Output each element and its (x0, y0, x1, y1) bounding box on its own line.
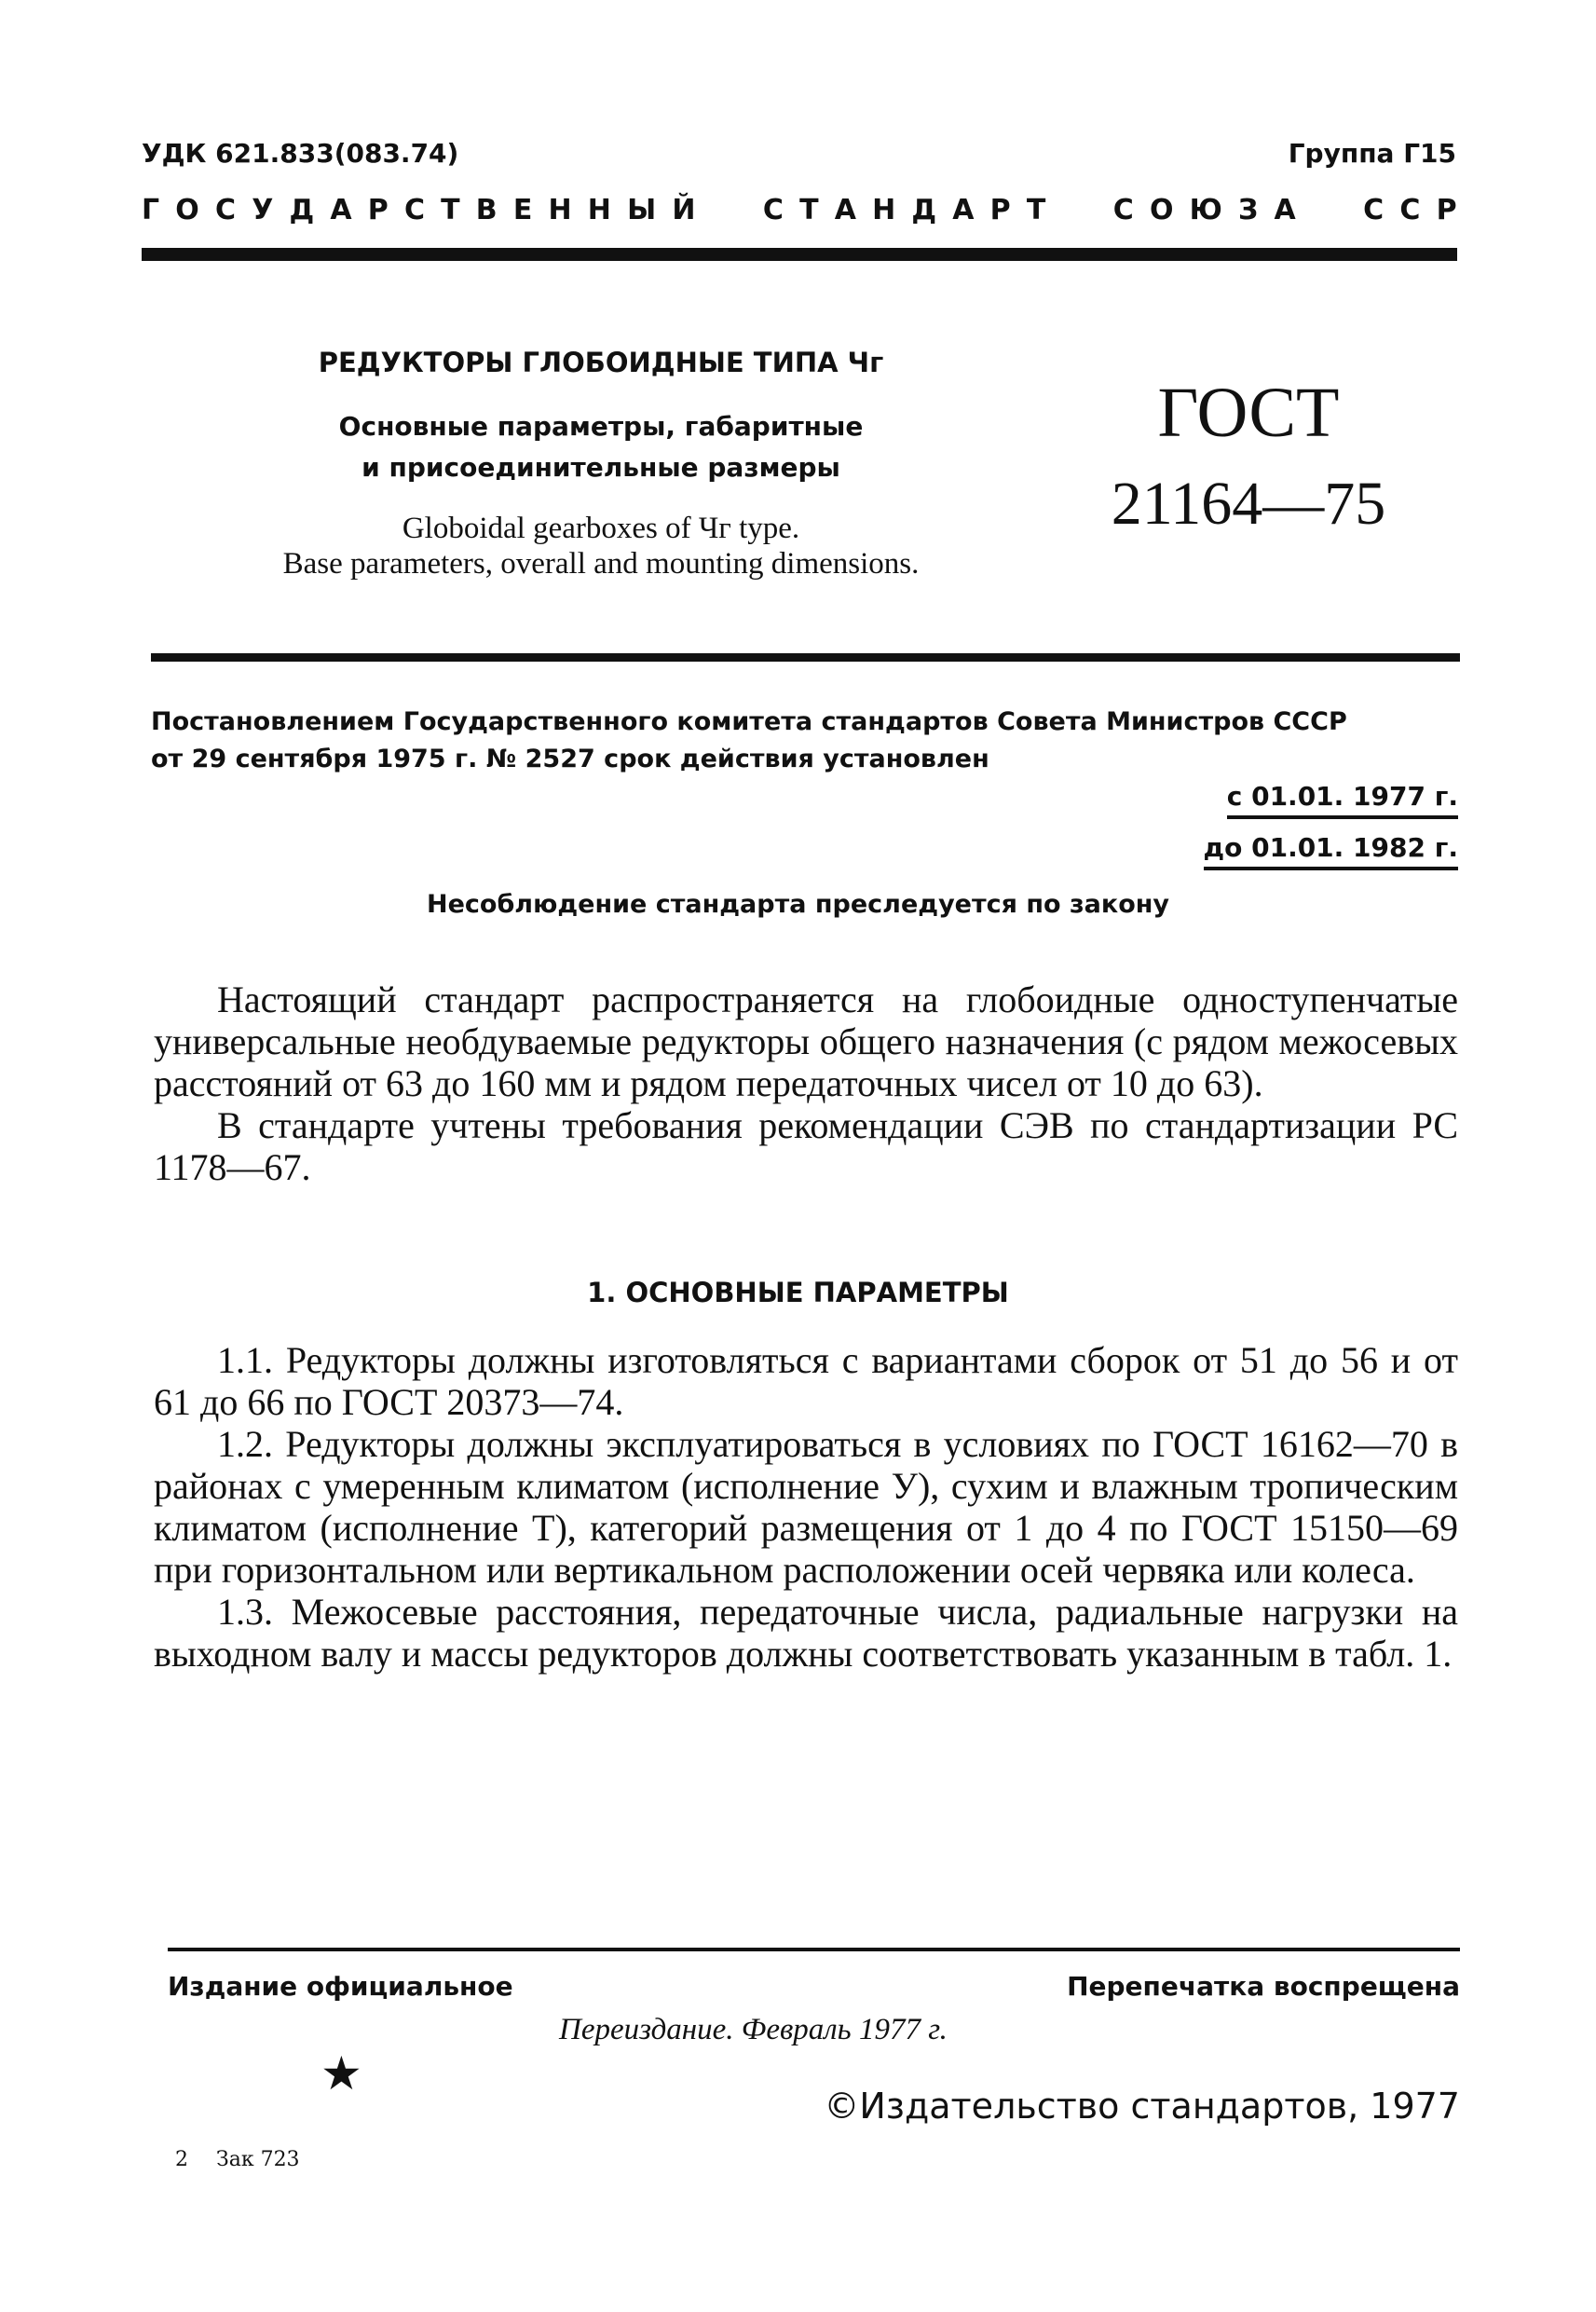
reprint-notice: Перепечатка воспрещена (1067, 1971, 1460, 2002)
english-title (186, 511, 1016, 581)
gost-designation (1081, 371, 1416, 546)
banner-letter: С (214, 194, 237, 226)
order-number: Зак 723 (216, 2148, 300, 2171)
banner-letter: О (175, 194, 199, 226)
state-standard-banner (142, 194, 1457, 226)
reedition-note: Переиздание. Февраль 1977 г. (559, 2013, 948, 2046)
document-subtitle (186, 406, 1016, 488)
decree-line-1: Постановлением Государственного комитета стандартов Совета Министров СССР (151, 707, 1347, 736)
banner-letter: С (1112, 194, 1134, 226)
banner-gap (712, 194, 721, 226)
banner-letter: Д (911, 194, 937, 226)
page-number: 2 (175, 2148, 188, 2171)
header-divider (142, 248, 1457, 261)
banner-letter: У (252, 194, 274, 226)
banner-letter: Й (672, 194, 696, 226)
udk-code: УДК 621.833(083.74) (142, 138, 459, 169)
banner-letter: В (475, 194, 498, 226)
introduction (154, 978, 1458, 1188)
banner-letter: Н (548, 194, 572, 226)
publisher-copyright: ©Издательство стандартов, 1977 (824, 2086, 1460, 2127)
banner-gap (1087, 194, 1097, 226)
banner-letter: Т (799, 194, 819, 226)
footer-divider (168, 1948, 1460, 1951)
banner-letter: С (762, 194, 784, 226)
banner-letter: А (330, 194, 352, 226)
banner-letter: Т (441, 194, 460, 226)
gost-label: ГОСТ (1157, 374, 1340, 452)
title-divider (151, 653, 1460, 662)
banner-letter: С (403, 194, 425, 226)
decree-line-2: от 29 сентября 1975 г. № 2527 срок действия установлен (151, 745, 989, 773)
banner-gap (1312, 194, 1321, 226)
banner-gap (1061, 194, 1071, 226)
banner-letter: С (1399, 194, 1421, 226)
banner-letter: Р (989, 194, 1011, 226)
banner-letter: Ы (627, 194, 657, 226)
banner-letter: А (952, 194, 975, 226)
clause-1-1: 1.1. Редукторы должны изготовляться с вариантами сборок от 51 до 56 и от 61 до 66 по ГОСТ 20373—74. (154, 1339, 1458, 1423)
banner-gap (1338, 194, 1347, 226)
banner-letter: З (1238, 194, 1259, 226)
valid-to-date: до 01.01. 1982 г. (1204, 832, 1459, 870)
decree-text (151, 704, 1474, 778)
banner-letter: О (1149, 194, 1174, 226)
intro-paragraph-1: Настоящий стандарт распространяется на глобоидные одноступенчатые универсальные необдуваемые редукторы общего назначения (с рядом межосевых расстояний от 63 до 160 мм и рядом передаточных чисел от 10 до 63). (154, 978, 1458, 1104)
banner-gap (737, 194, 746, 226)
print-order (175, 2148, 328, 2171)
intro-paragraph-2: В стандарте учтены требования рекомендации СЭВ по стандартизации РС 1178—67. (154, 1104, 1458, 1188)
title-block (186, 347, 1016, 581)
group-code: Группа Г15 (1288, 138, 1456, 169)
banner-letter: Н (587, 194, 611, 226)
banner-letter: А (834, 194, 856, 226)
star-icon: ★ (321, 2047, 362, 2100)
valid-from-date: с 01.01. 1977 г. (1227, 781, 1458, 819)
english-title-line-1: Globoidal gearboxes of Чг type. (402, 512, 800, 545)
subtitle-line-1: Основные параметры, габаритные (338, 411, 864, 442)
banner-letter: Ю (1189, 194, 1222, 226)
legal-warning: Несоблюдение стандарта преследуется по закону (426, 890, 1170, 919)
banner-letter: Р (1436, 194, 1457, 226)
banner-letter: Н (872, 194, 896, 226)
document-title: РЕДУКТОРЫ ГЛОБОИДНЫЕ ТИПА Чг (318, 347, 884, 378)
subtitle-line-2: и присоединительные размеры (361, 452, 840, 483)
english-title-line-2: Base parameters, overall and mounting dimensions. (282, 547, 920, 581)
banner-letter: Д (289, 194, 315, 226)
banner-letter: А (1274, 194, 1296, 226)
gost-number: 21164—75 (1111, 470, 1386, 538)
clause-1-3: 1.3. Межосевые расстояния, передаточные числа, радиальные нагрузки на выходном валу и массы редукторов должны соответствовать указанным в табл. 1. (154, 1591, 1458, 1675)
clause-1-2: 1.2. Редукторы должны эксплуатироваться в условиях по ГОСТ 16162—70 в районах с умеренным климатом (исполнение У), сухим и влажным тропическим климатом (исполнение Т), категорий размещения от 1 до 4 по ГОСТ 15150—69 при горизонтальном или вертикальном расположении осей червяка или колеса. (154, 1423, 1458, 1591)
official-edition-label: Издание официальное (168, 1971, 513, 2002)
banner-letter: Р (367, 194, 389, 226)
banner-letter: Т (1026, 194, 1046, 226)
section-body (154, 1339, 1458, 1675)
banner-letter: С (1363, 194, 1385, 226)
banner-letter: Е (512, 194, 533, 226)
validity-dates (1204, 781, 1459, 883)
section-heading: 1. ОСНОВНЫЕ ПАРАМЕТРЫ (587, 1277, 1009, 1308)
banner-letter: Г (142, 194, 160, 226)
